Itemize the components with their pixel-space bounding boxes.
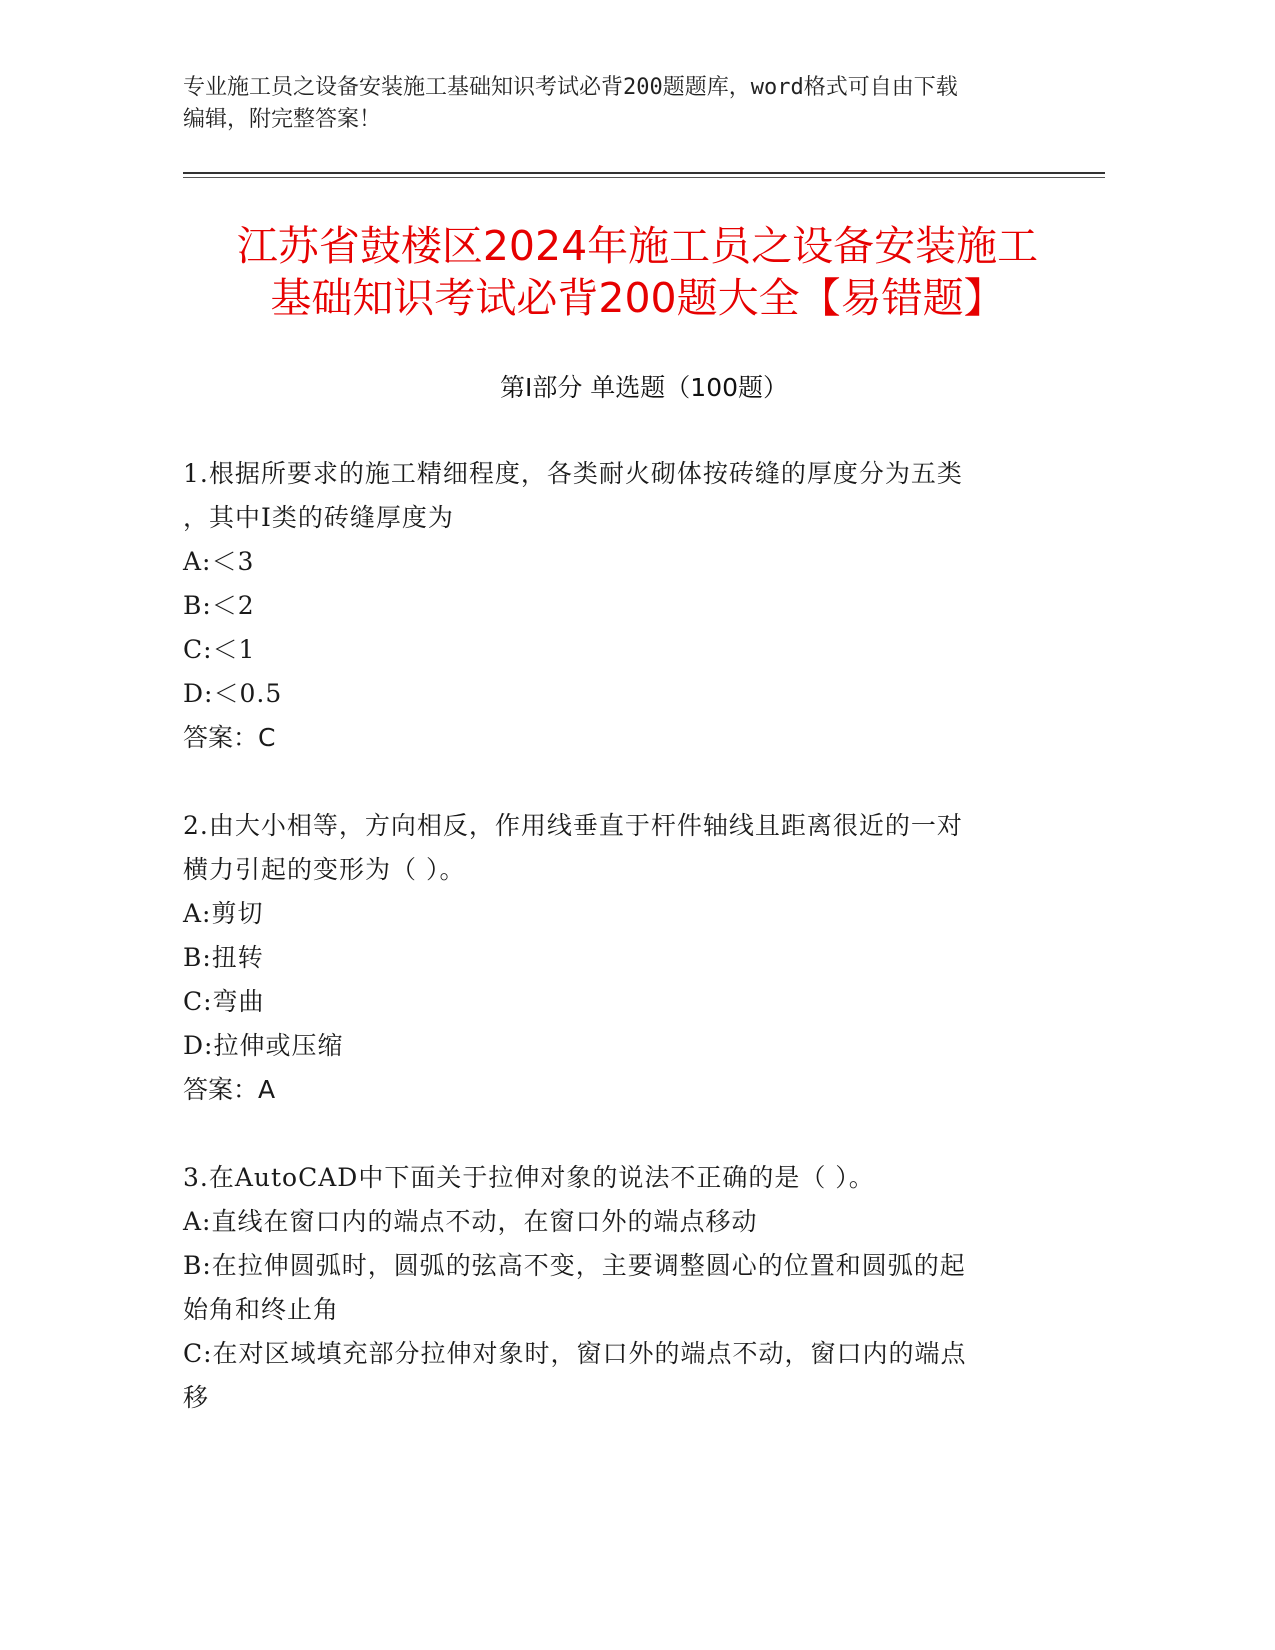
question-1-option-d: D:＜0.5 (183, 679, 283, 708)
question-3-stem-line-1: 3.在AutoCAD中下面关于拉伸对象的说法不正确的是（ ）。 (183, 1163, 875, 1192)
question-2-stem-line-2: 横力引起的变形为（ ）。 (183, 855, 466, 884)
question-3-option-c: C:在对区域填充部分拉伸对象时，窗口外的端点不动，窗口内的端点 (183, 1339, 967, 1368)
section-heading: 第Ⅰ部分 单选题（100题） (499, 373, 789, 402)
question-3-option-c-continued: 移 (183, 1383, 210, 1412)
header-divider-thick (183, 172, 1105, 174)
header-note (183, 72, 1083, 136)
document-title-line-1: 江苏省鼓楼区2024年施工员之设备安装施工 (236, 222, 1039, 270)
question-2-option-d: D:拉伸或压缩 (183, 1031, 344, 1060)
header-divider-thin (183, 177, 1105, 178)
question-2-option-c: C:弯曲 (183, 987, 265, 1016)
question-1-option-b: B:＜2 (183, 591, 255, 620)
header-note-line-2: 编辑，附完整答案！ (183, 107, 382, 132)
question-1-option-a: A:＜3 (183, 547, 255, 576)
question-3-option-b: B:在拉伸圆弧时，圆弧的弦高不变，主要调整圆心的位置和圆弧的起 (183, 1251, 966, 1280)
document-title (160, 220, 1115, 324)
question-2-option-b: B:扭转 (183, 943, 264, 972)
question-1-answer: 答案：C (183, 723, 276, 752)
question-2-answer: 答案：A (183, 1075, 276, 1104)
header-note-line-1: 专业施工员之设备安装施工基础知识考试必背200题题库，word格式可自由下载 (183, 75, 958, 100)
question-1 (183, 452, 1043, 760)
question-2 (183, 804, 1043, 1112)
question-1-stem-line-2: ，其中Ⅰ类的砖缝厚度为 (183, 503, 454, 532)
question-2-option-a: A:剪切 (183, 899, 264, 928)
document-title-line-2: 基础知识考试必背200题大全【易错题】 (270, 274, 1005, 322)
question-3-option-b-continued: 始角和终止角 (183, 1295, 340, 1324)
question-2-stem-line-1: 2.由大小相等，方向相反，作用线垂直于杆件轴线且距离很近的一对 (183, 811, 963, 840)
question-3-option-a: A:直线在窗口内的端点不动，在窗口外的端点移动 (183, 1207, 758, 1236)
question-3 (183, 1156, 1043, 1420)
question-1-stem-line-1: 1.根据所要求的施工精细程度，各类耐火砌体按砖缝的厚度分为五类 (183, 459, 963, 488)
question-list (183, 452, 1043, 1464)
question-1-option-c: C:＜1 (183, 635, 256, 664)
